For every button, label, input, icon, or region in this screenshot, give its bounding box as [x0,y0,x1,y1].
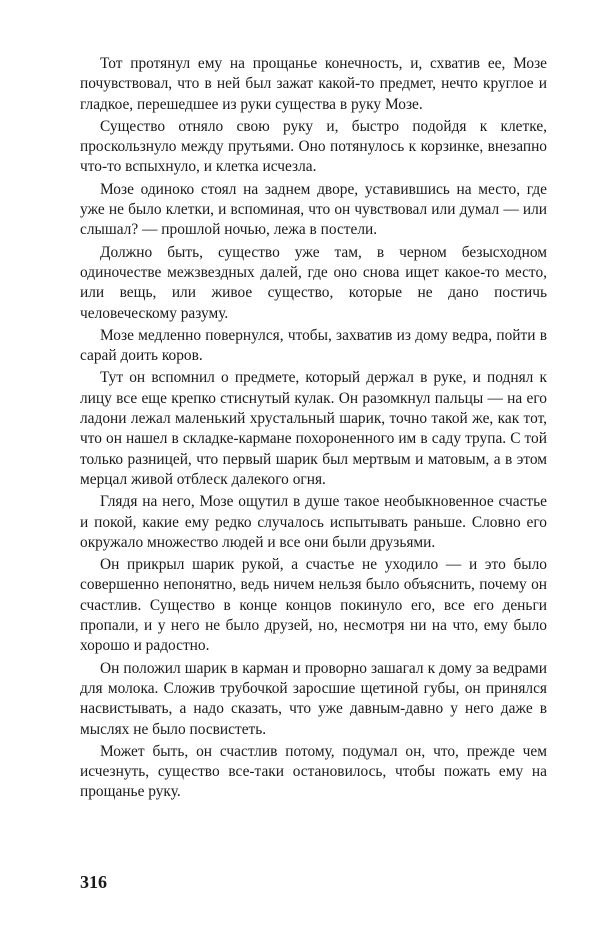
paragraph: Должно быть, существо уже там, в черном безысходном одиночестве межзвездных далей, где оно снова ищет какое-то место, или вещь, или живое существо, которые не дано постичь человеческому разуму. [80,243,547,322]
paragraph: Он прикрыл шарик рукой, а счастье не уходило — и это было совершенно непонятно, ведь ничем нельзя было объяснить, почему он счастлив. Существо в конце концов покинуло его, все его деньги пропали, и у него не было друзей, но, несмотря ни на что, ему было хорошо и радостно. [80,556,547,655]
paragraph: Тут он вспомнил о предмете, который держал в руке, и поднял к лицу все еще крепко стиснутый кулак. Он разомкнул пальцы — на его ладони лежал маленький хрустальный шарик, точно такой же, как тот, что он нашел в складке-кармане похороненного им в саду трупа. С той только разницей, что первый шарик был мертвым и матовым, а в этом мерцал живой отблеск далекого огня. [80,369,547,488]
paragraph: Тот протянул ему на прощанье конечность, и, схватив ее, Мозе почувствовал, что в ней был зажат какой-то предмет, нечто круглое и гладкое, перешедшее из руки существа в руку Мозе. [80,55,547,113]
page-number: 316 [80,872,107,892]
page-text [80,54,547,805]
paragraph: Он положил шарик в карман и проворно зашагал к дому за ведрами для молока. Сложив трубочкой заросшие щетиной губы, он принялся насвистывать, а надо сказать, что уже давным-давно у него даже в мыслях не было посвистеть. [80,659,547,738]
paragraph: Может быть, он счастлив потому, подумал он, что, прежде чем исчезнуть, существо все-таки остановилось, чтобы пожать ему на прощанье руку. [80,742,547,801]
paragraph: Глядя на него, Мозе ощутил в душе такое необыкновенное счастье и покой, какие ему редко случалось испытывать раньше. Словно его окружало множество людей и все они были друзьями. [80,493,547,551]
paragraph: Мозе одиноко стоял на заднем дворе, уставившись на место, где уже не было клетки, и вспоминая, что он чувствовал или думал — или слышал? — прошлой ночью, лежа в постели. [80,180,547,239]
paragraph: Мозе медленно повернулся, чтобы, захватив из дому ведра, пойти в сарай доить коров. [80,326,547,365]
paragraph: Существо отняло свою руку и, быстро подойдя к клетке, проскользнуло между прутьями. Оно потянулось к корзинке, внезапно что-то вспыхнуло, и клетка исчезла. [80,117,547,176]
